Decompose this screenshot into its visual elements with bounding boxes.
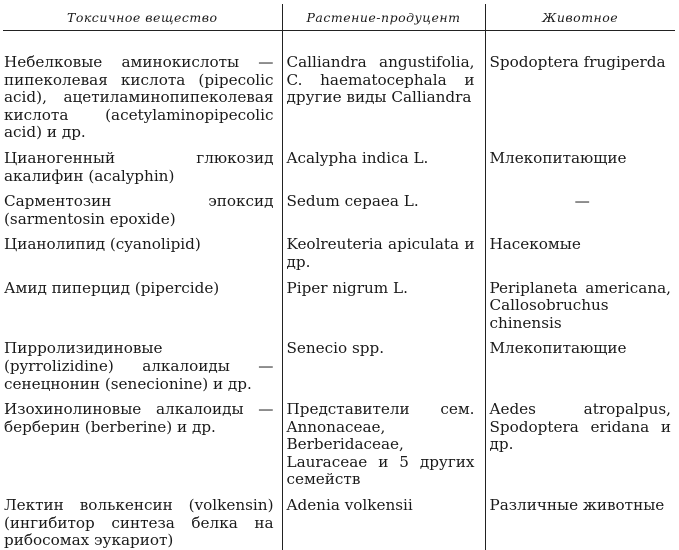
cell-plant: Senecio spp. xyxy=(282,339,485,400)
table-row xyxy=(3,149,675,192)
table-row xyxy=(3,339,675,400)
cell-plant: Keolreuteria apiculata и др. xyxy=(282,235,485,278)
table-row xyxy=(3,192,675,235)
table-row xyxy=(3,279,675,340)
cell-plant: Представители сем. Annonaceae, Berberidaceae, Lauraceae и 5 других семейств xyxy=(282,400,485,496)
cell-substance: Лектин волькенсин (volkensin) (ингибитор синтеза белка на рибосомах эукариот) xyxy=(4,496,274,550)
table-spacer-row xyxy=(3,31,675,54)
cell-animal: Различные животные xyxy=(485,496,675,550)
cell-substance: Сарментозин эпоксид (sarmentosin epoxide) xyxy=(4,192,274,228)
cell-substance: Небелковые аминокислоты — пипеколевая кислота (pipecolic acid), ацетиламинопипеколевая кислота (acetylaminopipecolic acid) и др. xyxy=(4,53,274,142)
cell-substance: Изохинолиновые алкалоиды — берберин (berberine) и др. xyxy=(4,400,274,436)
cell-animal: Spodoptera frugiperda xyxy=(485,53,675,149)
cell-animal: — xyxy=(485,192,675,235)
cell-plant: Adenia volkensii xyxy=(282,496,485,550)
toxins-table xyxy=(3,4,675,550)
table-row xyxy=(3,400,675,496)
cell-animal: Periplaneta americana, Callosobruchus chinensis xyxy=(485,279,675,340)
table-row xyxy=(3,496,675,550)
table-header-row xyxy=(3,4,675,31)
cell-substance: Пирролизидиновые (pyrrolizidine) алкалоиды — сенецнонин (senecionine) и др. xyxy=(4,339,274,393)
table-row xyxy=(3,53,675,149)
cell-plant: Calliandra angustifolia, C. haematocephala и другие виды Calliandra xyxy=(282,53,485,149)
table-row xyxy=(3,235,675,278)
cell-plant: Piper nigrum L. xyxy=(282,279,485,340)
cell-substance: Цианогенный глюкозид акалифин (acalyphin) xyxy=(4,148,274,185)
cell-animal: Насекомые xyxy=(485,235,675,278)
header-substance: Токсичное вещество xyxy=(3,4,282,31)
cell-animal: Aedes atropalpus, Spodoptera eridana и др. xyxy=(485,400,675,496)
cell-animal: Млекопитающие xyxy=(485,339,675,400)
header-animal: Животное xyxy=(485,4,675,31)
cell-substance: Цианолипид (cyanolipid) xyxy=(4,235,201,254)
cell-plant: Sedum cepaea L. xyxy=(282,192,485,235)
cell-plant: Acalypha indica L. xyxy=(282,149,485,192)
cell-substance: Амид пиперцид (pipercide) xyxy=(4,278,220,297)
cell-animal: Млекопитающие xyxy=(485,149,675,192)
header-plant: Растение-продуцент xyxy=(282,4,485,31)
